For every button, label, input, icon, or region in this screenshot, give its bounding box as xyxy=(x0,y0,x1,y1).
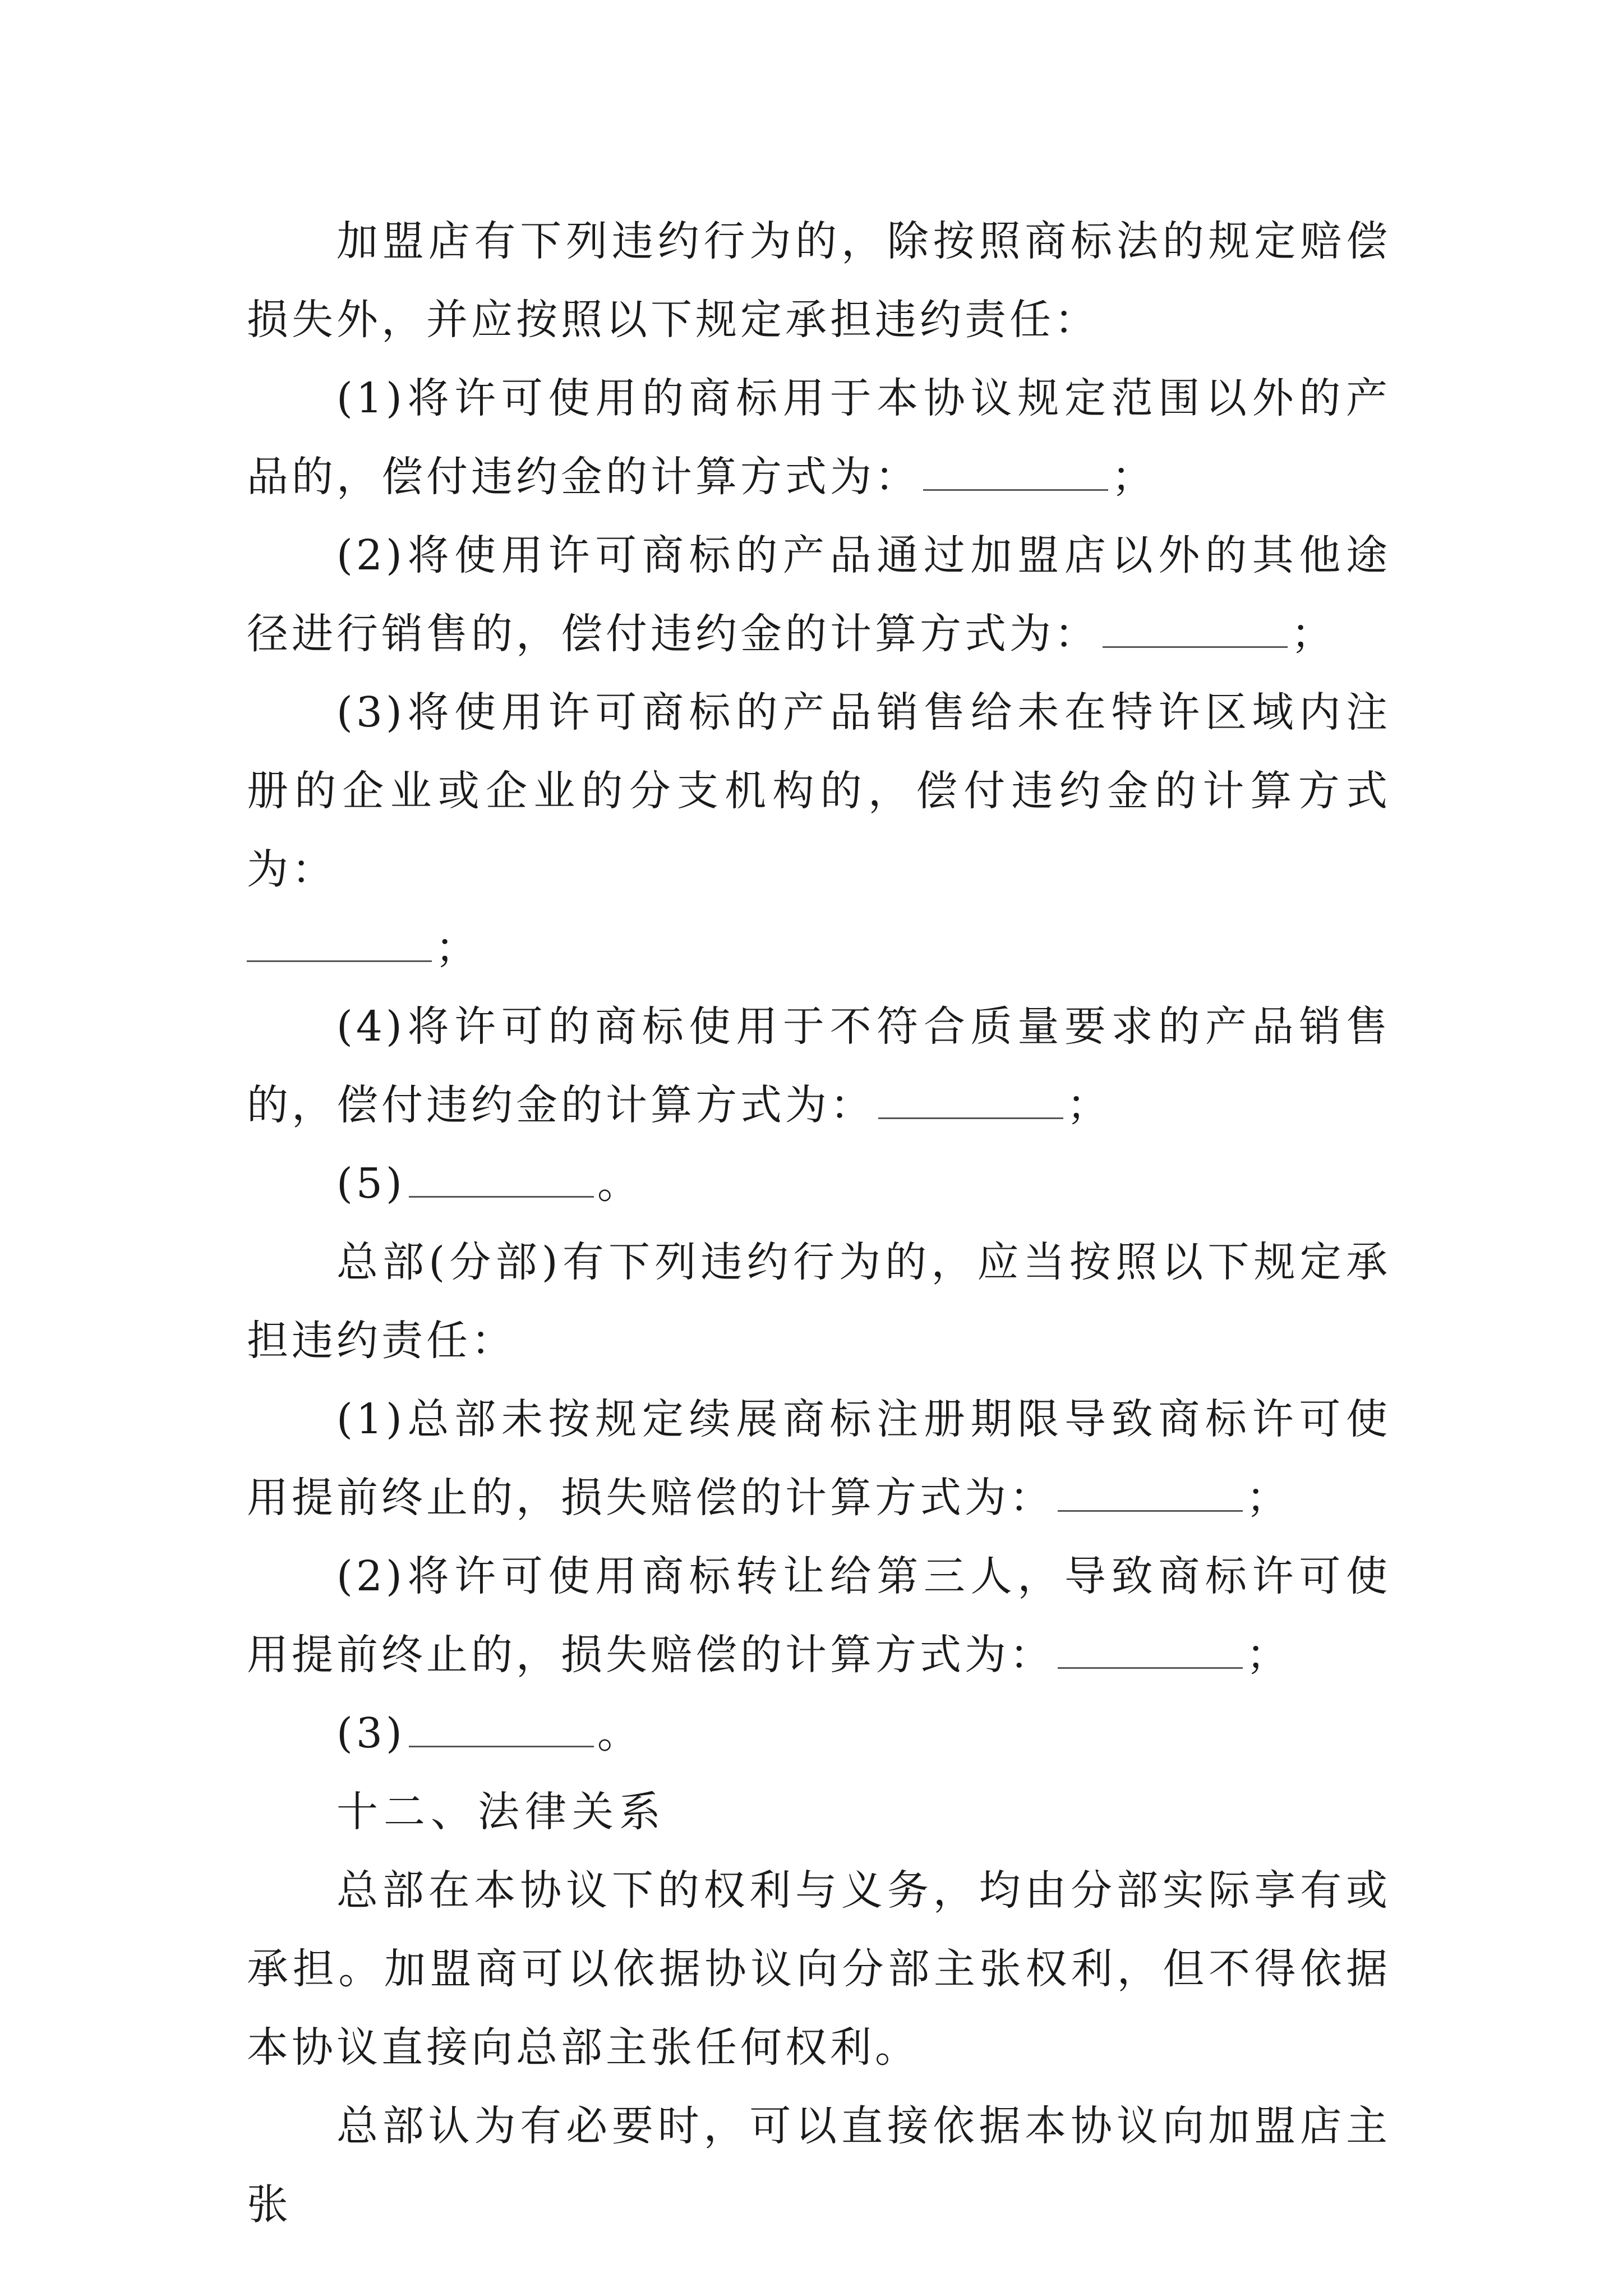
fill-blank[interactable] xyxy=(923,455,1108,491)
fill-blank[interactable] xyxy=(247,927,432,962)
fill-blank[interactable] xyxy=(409,1162,594,1198)
paragraph-legal-relationship-2: 总部认为有必要时，可以直接依据本协议向加盟店主张 xyxy=(247,2102,1391,2229)
fill-blank[interactable] xyxy=(1058,1634,1243,1669)
clause-headquarters-2: (2)将许可使用商标转让给第三人，导致商标许可使用提前终止的，损失赔偿的计算方式为： ； xyxy=(247,1552,1391,1679)
clause-franchisee-5: (5) 。 xyxy=(336,1159,642,1208)
paragraph-franchisee-breach-intro: 加盟店有下列违约行为的，除按照商标法的规定赔偿损失外，并应按照以下规定承担违约责任： xyxy=(247,217,1391,344)
clause-franchisee-4: (4)将许可的商标使用于不符合质量要求的产品销售的，偿付违约金的计算方式为： ； xyxy=(247,1002,1391,1129)
section-heading-legal-relationship: 十二、法律关系 xyxy=(336,1788,666,1836)
fill-blank[interactable] xyxy=(1058,1476,1243,1512)
paragraph-legal-relationship-1: 总部在本协议下的权利与义务，均由分部实际享有或承担。加盟商可以依据协议向分部主张权利，但不得依据本协议直接向总部主张任何权利。 xyxy=(247,1866,1391,2072)
clause-franchisee-2: (2)将使用许可商标的产品通过加盟店以外的其他途径进行销售的，偿付违约金的计算方式为： ； xyxy=(247,531,1391,658)
document-body xyxy=(247,202,1391,2244)
clause-headquarters-1: (1)总部未按规定续展商标注册期限导致商标许可使用提前终止的，损失赔偿的计算方式为： ； xyxy=(247,1395,1391,1522)
clause-franchisee-1: (1)将许可使用的商标用于本协议规定范围以外的产品的，偿付违约金的计算方式为： ； xyxy=(247,374,1391,501)
fill-blank[interactable] xyxy=(1103,613,1288,648)
paragraph-headquarters-breach-intro: 总部(分部)有下列违约行为的，应当按照以下规定承担违约责任： xyxy=(247,1238,1391,1365)
clause-headquarters-3: (3) 。 xyxy=(336,1709,642,1757)
fill-blank[interactable] xyxy=(409,1712,594,1747)
fill-blank[interactable] xyxy=(878,1084,1063,1119)
clause-franchisee-3: (3)将使用许可商标的产品销售给未在特许区域内注册的企业或企业的分支机构的，偿付违约金的计算方式为： ； xyxy=(247,688,1391,972)
